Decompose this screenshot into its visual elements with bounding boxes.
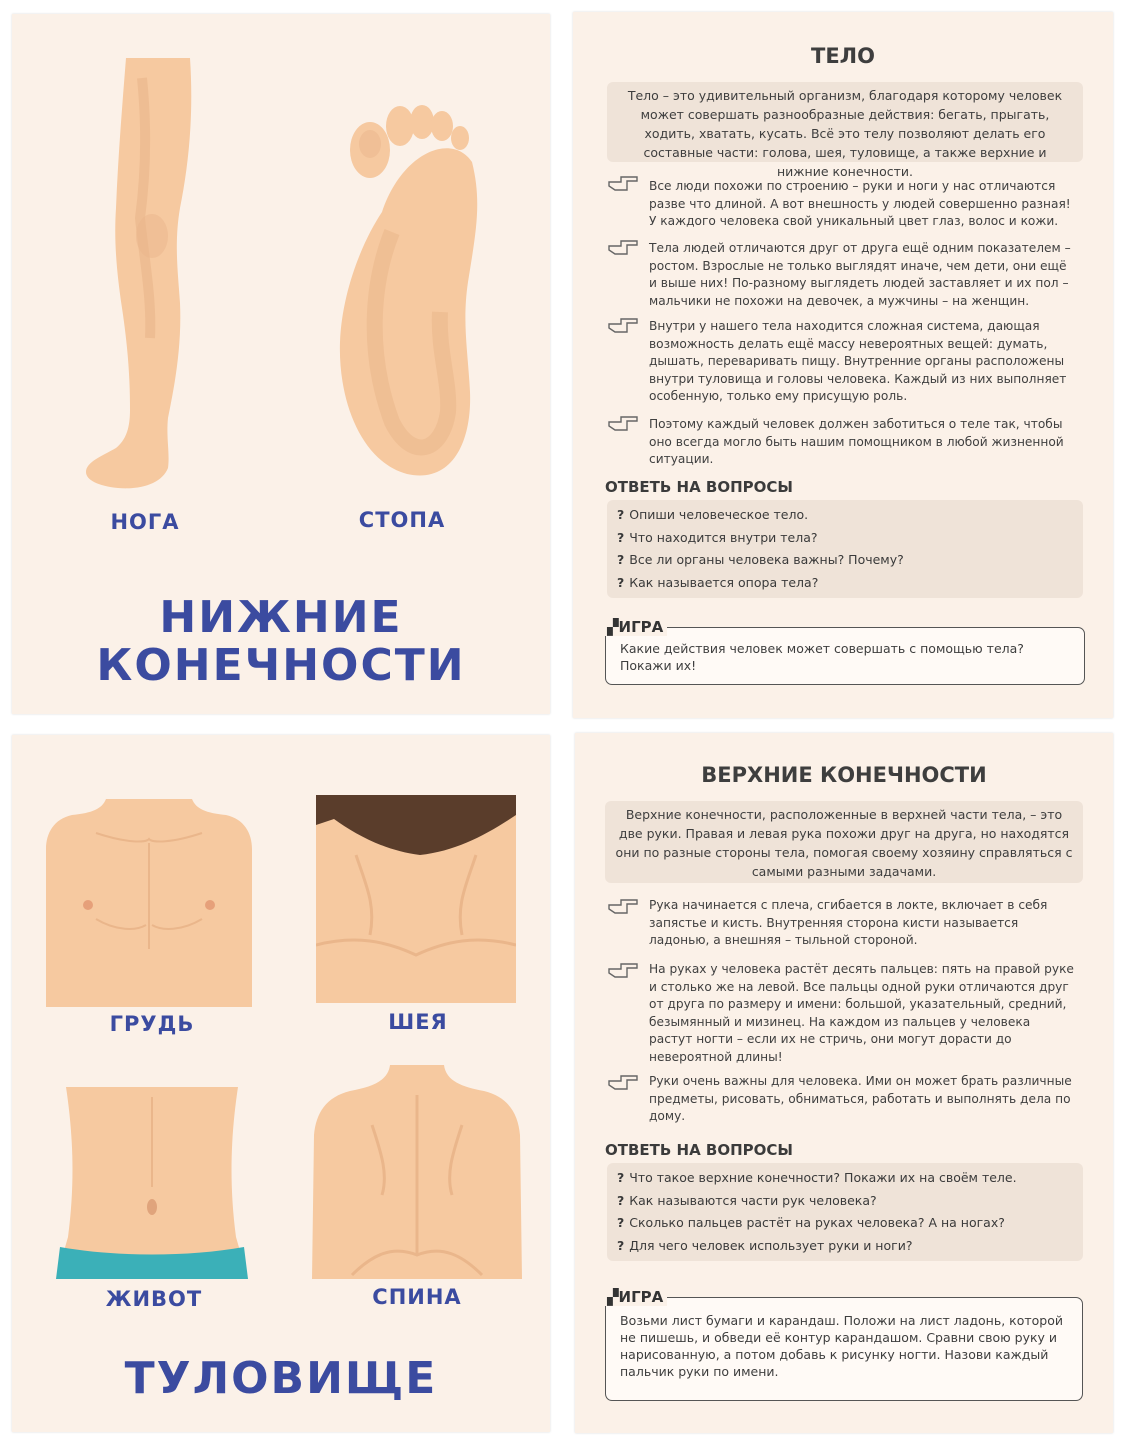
puzzle-icon: ▞ bbox=[607, 618, 619, 636]
pointing-hand-icon bbox=[607, 959, 639, 981]
questions-box bbox=[607, 1163, 1083, 1261]
question-item: ? Все ли органы человека важны? Почему? bbox=[617, 552, 904, 568]
card-title: ВЕРХНИЕ КОНЕЧНОСТИ bbox=[701, 763, 987, 787]
question-mark-icon: ? bbox=[617, 507, 625, 522]
card-torso bbox=[12, 735, 550, 1432]
question-mark-icon: ? bbox=[617, 1170, 625, 1185]
label-neck: ШЕЯ bbox=[388, 1010, 448, 1034]
pointing-hand-icon bbox=[607, 314, 639, 336]
label-chest: ГРУДЬ bbox=[109, 1012, 195, 1036]
game-title: ▞ИГРА bbox=[603, 1288, 667, 1306]
neck-illustration bbox=[316, 795, 516, 1003]
label-foot: СТОПА bbox=[358, 508, 446, 532]
question-item: ? Для чего человек использует руки и ноги? bbox=[617, 1237, 913, 1253]
paragraph-1: Рука начинается с плеча, сгибается в локте, включает в себя запястье и кисть. Внутренняя сторона кисти называется ладонью, а внешняя – тыльной стороной. bbox=[649, 898, 1048, 948]
card-title: ТЕЛО bbox=[811, 44, 875, 68]
question-mark-icon: ? bbox=[617, 1192, 625, 1208]
card-lower-limbs bbox=[12, 14, 550, 714]
card-title-line2: КОНЕЧНОСТИ bbox=[96, 640, 466, 691]
pointing-hand-icon bbox=[607, 236, 639, 258]
intro-text: Тело – это удивительный организм, благодаря которому человек может совершать разнообразные действия: бегать, прыгать, ходить, хватать, кусать. Всё это телу позволяют делать его составные части: голова, шея, туловище, а также верхние и нижние конечности. bbox=[607, 82, 1083, 162]
question-item: ? Опиши человеческое тело. bbox=[617, 507, 809, 522]
game-box: Возьми лист бумаги и карандаш. Положи на лист ладонь, которой не пишешь, и обведи её контур карандашом. Сравни свою руку и нарисованную, а потом добавь к рисунку ногти. Назови каждый пальчик руки по имени. bbox=[605, 1297, 1083, 1401]
question-mark-icon: ? bbox=[617, 552, 625, 568]
card-title-line1: НИЖНИЕ bbox=[159, 592, 403, 643]
paragraph-4: Поэтому каждый человек должен заботиться о теле так, чтобы оно всегда могло быть нашим помощником в любой жизненной ситуации. bbox=[649, 417, 1064, 467]
pointing-hand-icon bbox=[607, 412, 639, 434]
label-back: СПИНА bbox=[372, 1285, 462, 1309]
paragraph-2: На руках у человека растёт десять пальцев: пять на правой руке и столько же на левой. Все пальцы одной руки отличаются друг от друга по размеру и имени: большой, указательный, средний, безымянный и мизинец. На каждом из пальцев у человека растут ногти – если их не стричь, они могут дорасти до невероятной длины! bbox=[649, 962, 1074, 1064]
belly-illustration bbox=[56, 1087, 248, 1279]
questions-box bbox=[607, 500, 1083, 598]
game-title: ▞ИГРА bbox=[603, 618, 667, 636]
question-mark-icon: ? bbox=[617, 574, 625, 590]
card-upper-limbs bbox=[575, 733, 1113, 1433]
puzzle-icon: ▞ bbox=[607, 1288, 619, 1306]
paragraph-1: Все люди похожи по строению – руки и ноги у нас отличаются разве что длиной. А вот внешность у людей совершенно разная! У каждого человека свой уникальный цвет глаз, волос и кожи. bbox=[649, 179, 1071, 229]
question-item: ? Как называются части рук человека? bbox=[617, 1192, 877, 1208]
pointing-hand-icon bbox=[607, 1071, 639, 1093]
back-illustration bbox=[312, 1065, 522, 1279]
question-item: ? Как называется опора тела? bbox=[617, 574, 819, 590]
question-mark-icon: ? bbox=[617, 529, 625, 545]
question-item: ? Что такое верхние конечности? Покажи их на своём теле. bbox=[617, 1170, 1017, 1185]
question-item: ? Что находится внутри тела? bbox=[617, 529, 818, 545]
card-body bbox=[573, 12, 1113, 718]
chest-illustration bbox=[46, 799, 252, 1007]
questions-title: ОТВЕТЬ НА ВОПРОСЫ bbox=[605, 1141, 793, 1159]
pointing-hand-icon bbox=[607, 895, 639, 917]
question-mark-icon: ? bbox=[617, 1215, 625, 1231]
game-box: Какие действия человек может совершать с помощью тела? Покажи их! bbox=[605, 627, 1085, 685]
paragraph-3: Внутри у нашего тела находится сложная система, дающая возможность делать ещё массу невероятных вещей: думать, дышать, переваривать пищу. Внутренние органы расположены внутри туловища и головы человека. Каждый из них выполняет особенную, только ему присущую роль. bbox=[649, 319, 1067, 404]
label-leg: НОГА bbox=[110, 510, 180, 534]
question-mark-icon: ? bbox=[617, 1237, 625, 1253]
foot-illustration bbox=[322, 92, 492, 477]
paragraph-2: Тела людей отличаются друг от друга ещё одним показателем – ростом. Взрослые не только выглядят иначе, чем дети, они ещё и выше них! По-разному выглядеть людей заставляет и их пол – мальчики не похожи на девочек, а мужчины – на женщин. bbox=[649, 241, 1071, 308]
card-title: ТУЛОВИЩЕ bbox=[124, 1353, 438, 1404]
paragraph-3: Руки очень важны для человека. Ими он может брать различные предметы, рисовать, обниматься, работать и выполнять дела по дому. bbox=[649, 1074, 1072, 1124]
leg-illustration bbox=[82, 58, 202, 498]
intro-text: Верхние конечности, расположенные в верхней части тела, – это две руки. Правая и левая рука похожи друг на друга, но находятся они по разные стороны тела, помогая своему хозяину справляться с самыми разными задачами. bbox=[605, 801, 1083, 883]
label-belly: ЖИВОТ bbox=[105, 1287, 203, 1311]
questions-title: ОТВЕТЬ НА ВОПРОСЫ bbox=[605, 478, 793, 496]
pointing-hand-icon bbox=[607, 172, 639, 194]
question-item: ? Сколько пальцев растёт на руках человека? А на ногах? bbox=[617, 1215, 1005, 1231]
